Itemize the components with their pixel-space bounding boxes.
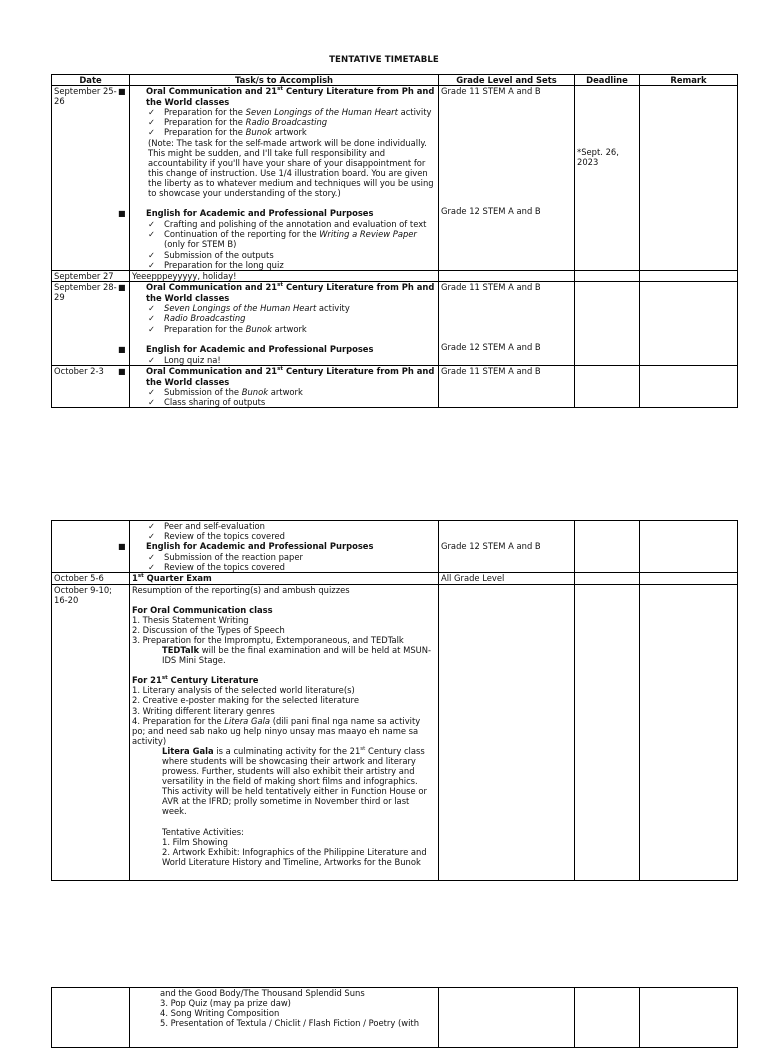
remark-cell xyxy=(640,521,738,573)
date-cell: September 25-26 xyxy=(52,86,130,271)
list-item: 1. Literary analysis of the selected world literature(s) xyxy=(132,685,355,696)
deadline-cell xyxy=(575,282,640,366)
checkmark-icon: ✓ xyxy=(148,219,156,230)
list-item: 1. Film Showing xyxy=(162,836,228,847)
task-cell: 1st Quarter Exam xyxy=(130,573,439,584)
oralcomm-section-heading: For Oral Communication class xyxy=(132,604,273,615)
task-cell xyxy=(118,365,439,408)
deadline-cell xyxy=(575,988,640,1048)
task-cell xyxy=(118,282,439,366)
date-cell: September 27 xyxy=(52,271,130,282)
square-bullet-icon: ■ xyxy=(118,283,126,293)
deadline-cell xyxy=(575,573,640,584)
remark-cell xyxy=(640,988,738,1048)
square-bullet-icon: ■ xyxy=(118,366,126,376)
grade-11-label: Grade 11 STEM A and B xyxy=(441,86,541,97)
eapp-heading: ■ English for Academic and Professional Purposes xyxy=(118,343,374,354)
tedtalk-note: TEDTalk will be the final examination and will be held at MSUN-IDS Mini Stage. xyxy=(162,645,432,666)
grade-cell xyxy=(439,988,575,1048)
list-item: ✓ Seven Longings of the Human Heart activity xyxy=(148,303,350,314)
table-row xyxy=(52,365,738,407)
checkmark-icon: ✓ xyxy=(148,323,156,334)
timetable-page-1 xyxy=(51,74,738,408)
deadline-cell xyxy=(575,271,640,282)
list-item: 5. Presentation of Textula / Chiclit / Flash Fiction / Poetry (with xyxy=(160,1018,420,1029)
list-item: ✓ Submission of the outputs xyxy=(148,249,274,260)
eapp-heading: ■ English for Academic and Professional Purposes xyxy=(118,541,374,552)
task-cell xyxy=(118,521,439,573)
list-item: 2. Creative e-poster making for the selected literature xyxy=(132,695,359,706)
list-item: ✓ Long quiz na! xyxy=(148,354,221,365)
grade-cell: Grade 11 STEM A and B xyxy=(439,365,575,407)
date-cell: October 9-10; 16-20 xyxy=(52,584,130,880)
eapp-list xyxy=(132,219,436,269)
list-item: ✓ Peer and self-evaluation xyxy=(148,521,265,531)
date-cell: October 5-6 xyxy=(52,573,130,584)
list-item: ✓ Crafting and polishing of the annotation and evaluation of text xyxy=(148,219,427,230)
task-cell xyxy=(118,86,439,271)
grade-12-label: Grade 12 STEM A and B xyxy=(441,206,541,217)
square-bullet-icon: ■ xyxy=(118,209,126,219)
grade-cell xyxy=(439,271,575,282)
list-item: 2. Discussion of the Types of Speech xyxy=(132,624,285,635)
table-row xyxy=(52,282,738,366)
grade-cell: All Grade Level xyxy=(439,573,575,584)
remark-cell xyxy=(640,584,738,880)
list-item: ✓ Preparation for the Seven Longings of the Human Heart activity xyxy=(148,107,432,118)
date-cell: October 2-3 xyxy=(52,365,130,407)
checkmark-icon: ✓ xyxy=(148,397,156,408)
list-item: ✓ Review of the topics covered xyxy=(148,562,285,573)
grade-12-label: Grade 12 STEM A and B xyxy=(441,541,541,551)
artwork-note: (Note: The task for the self-made artwork will be done individually. This might be sudden, and I'll take full responsibility and accountability if you'll have your share of your disappointment for this change of instruction. Use 1/4 illustration board. You are given the liberty as to whatever medium and techniques will you be using to showcase your understanding of the story.) xyxy=(148,137,434,199)
timetable-page-3 xyxy=(51,987,738,1048)
oralcomm-list xyxy=(132,107,436,137)
header-date: Date xyxy=(52,75,130,86)
timetable-page-2 xyxy=(51,520,738,881)
oralcomm-heading: ■ Oral Communication and 21st Century Literature from Ph and the World classes xyxy=(118,282,435,304)
header-tasks: Task/s to Accomplish xyxy=(130,75,439,86)
task-cell xyxy=(130,988,439,1048)
square-bullet-icon: ■ xyxy=(118,87,126,97)
grade-11-label: Grade 11 STEM A and B xyxy=(441,282,541,293)
list-item: ✓ Preparation for the Bunok artwork xyxy=(148,127,307,138)
deadline-cell xyxy=(575,521,640,573)
table-row xyxy=(52,521,738,573)
table-row xyxy=(52,271,738,282)
deadline-cell xyxy=(575,584,640,880)
remark-cell xyxy=(640,271,738,282)
checkmark-icon: ✓ xyxy=(148,107,156,118)
list-item: 3. Preparation for the Impromptu, Extemporaneous, and TEDTalk xyxy=(132,634,404,645)
list-item: ✓ Class sharing of outputs xyxy=(148,397,266,408)
header-deadline: Deadline xyxy=(575,75,640,86)
document-title: TENTATIVE TIMETABLE xyxy=(329,55,439,65)
list-item: ✓ Review of the topics covered xyxy=(148,531,285,542)
list-item: and the Good Body/The Thousand Splendid Suns xyxy=(160,988,365,998)
list-item: ✓ Submission of the reaction paper xyxy=(148,552,303,563)
eapp-heading: ■ English for Academic and Professional Purposes xyxy=(118,208,374,219)
checkmark-icon: ✓ xyxy=(148,249,156,260)
litera-gala-description: Litera Gala is a culminating activity for the 21st Century class where students will be showcasing their artwork and literary prowess. Further, students will also exhibit their artistry and versatility in the field of making short films and infographics. This activity will be held tentatively either in Function House or AVR at the IFRD; prolly sometime in November third or last week. xyxy=(162,745,427,817)
list-item: ✓ Preparation for the long quiz xyxy=(148,259,284,270)
list-item: ✓ Preparation for the Radio Broadcasting xyxy=(148,117,328,128)
checkmark-icon: ✓ xyxy=(148,259,156,270)
date-cell xyxy=(52,988,130,1048)
square-bullet-icon: ■ xyxy=(118,542,126,552)
date-cell: September 28-29 xyxy=(52,282,130,366)
remark-cell xyxy=(640,282,738,366)
tentative-activities-heading: Tentative Activities: xyxy=(162,826,244,837)
grade-cell xyxy=(439,86,575,271)
grade-cell xyxy=(439,521,575,573)
list-item: 4. Song Writing Composition xyxy=(160,1008,280,1019)
grade-cell xyxy=(439,584,575,880)
table-row xyxy=(52,584,738,880)
list-item: 4. Preparation for the Litera Gala (dili pani final nga name sa activity po; and need sab nako ug help ninyo unsay mas maayo eh name sa activity) xyxy=(132,715,421,746)
checkmark-icon: ✓ xyxy=(148,387,156,398)
grade-cell xyxy=(439,282,575,366)
table-header-row xyxy=(52,75,738,86)
checkmark-icon: ✓ xyxy=(148,521,156,531)
list-item: 3. Writing different literary genres xyxy=(132,705,275,716)
checkmark-icon: ✓ xyxy=(148,531,156,542)
checkmark-icon: ✓ xyxy=(148,229,156,240)
oralcomm-heading: ■ Oral Communication and 21st Century Literature from Ph and the World classes xyxy=(118,365,435,387)
task-cell xyxy=(130,584,439,880)
table-row xyxy=(52,86,738,271)
remark-cell xyxy=(640,573,738,584)
square-bullet-icon: ■ xyxy=(118,344,126,354)
header-remark: Remark xyxy=(640,75,738,86)
list-item: ✓ Continuation of the reporting for the Writing a Review Paper (only for STEM B) xyxy=(148,229,417,250)
table-row xyxy=(52,573,738,584)
checkmark-icon: ✓ xyxy=(148,354,156,365)
grade-12-label: Grade 12 STEM A and B xyxy=(441,342,541,353)
literature-section-heading: For 21st Century Literature xyxy=(132,675,259,686)
list-item: 3. Pop Quiz (may pa prize daw) xyxy=(160,998,291,1009)
resumption-text: Resumption of the reporting(s) and ambush quizzes xyxy=(132,584,350,595)
deadline-value: *Sept. 26, 2023 xyxy=(577,147,619,168)
deadline-cell xyxy=(575,86,640,271)
deadline-cell xyxy=(575,365,640,407)
remark-cell xyxy=(640,365,738,407)
list-item: ✓ Radio Broadcasting xyxy=(148,313,246,324)
checkmark-icon: ✓ xyxy=(148,303,156,314)
list-item: ✓ Submission of the Bunok artwork xyxy=(148,387,303,398)
header-grade: Grade Level and Sets xyxy=(439,75,575,86)
remark-cell xyxy=(640,86,738,271)
checkmark-icon: ✓ xyxy=(148,552,156,563)
checkmark-icon: ✓ xyxy=(148,117,156,128)
checkmark-icon: ✓ xyxy=(148,127,156,138)
task-cell: Yeeepppeyyyyy, holiday! xyxy=(130,271,439,282)
table-row xyxy=(52,988,738,1048)
checkmark-icon: ✓ xyxy=(148,562,156,573)
oralcomm-heading: ■ Oral Communication and 21st Century Literature from Ph and the World classes xyxy=(118,86,435,108)
list-item: 1. Thesis Statement Writing xyxy=(132,614,249,625)
list-item: 2. Artwork Exhibit: Infographics of the Philippine Literature and World Literature History and Timeline, Artworks for the Bunok xyxy=(162,846,427,867)
checkmark-icon: ✓ xyxy=(148,313,156,324)
list-item: ✓ Preparation for the Bunok artwork xyxy=(148,323,307,334)
